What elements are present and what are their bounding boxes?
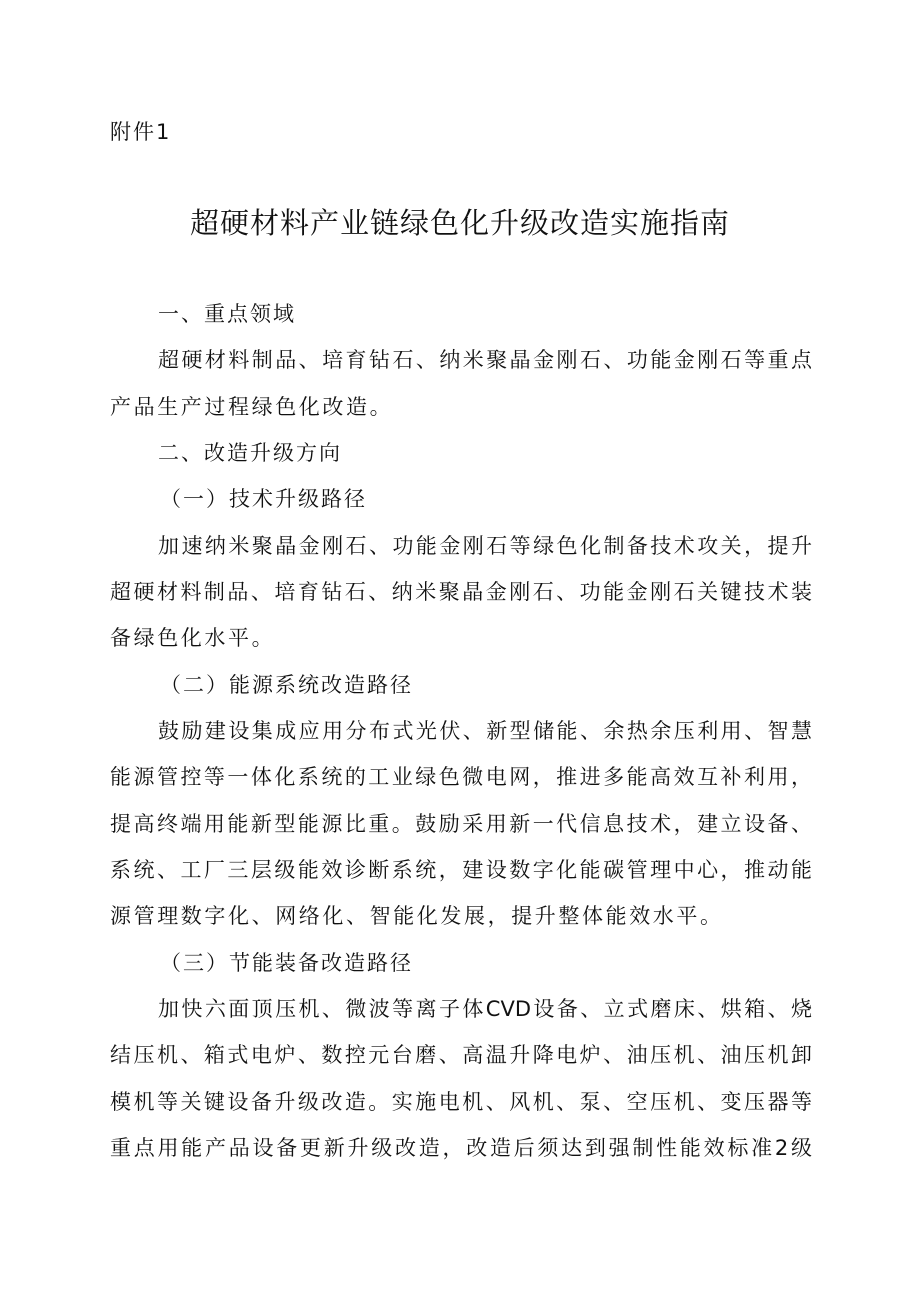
paragraph-line: 鼓励建设集成应用分布式光伏、新型储能、余热余压利用、智慧 <box>158 719 812 743</box>
paragraph-line: 源管理数字化、网络化、智能化发展，提升整体能效水平。 <box>110 904 724 928</box>
paragraph-line: 模机等关键设备升级改造。实施电机、风机、泵、空压机、变压器等 <box>110 1090 812 1114</box>
paragraph-line: 超硬材料制品、培育钻石、纳米聚晶金刚石、功能金刚石等重点 <box>158 348 812 372</box>
paragraph-line: 超硬材料制品、培育钻石、纳米聚晶金刚石、功能金刚石关键技术装 <box>110 580 812 604</box>
subsection-heading-equipment-path: （三）节能装备改造路径 <box>160 951 413 975</box>
paragraph-line: 能源管控等一体化系统的工业绿色微电网，推进多能高效互补利用， <box>110 765 812 789</box>
section-heading-upgrade-direction: 二、改造升级方向 <box>158 441 342 465</box>
document-title: 超硬材料产业链绿色化升级改造实施指南 <box>189 206 730 240</box>
attachment-label: 附件1 <box>110 120 172 144</box>
section-heading-key-areas: 一、重点领域 <box>158 302 296 326</box>
subsection-heading-tech-path: （一）技术升级路径 <box>160 487 367 511</box>
paragraph-line: 产品生产过程绿色化改造。 <box>110 395 394 419</box>
subsection-heading-energy-path: （二）能源系统改造路径 <box>160 673 413 697</box>
paragraph-line: 提高终端用能新型能源比重。鼓励采用新一代信息技术，建立设备、 <box>110 812 812 836</box>
paragraph-line: 加速纳米聚晶金刚石、功能金刚石等绿色化制备技术攻关，提升 <box>158 534 812 558</box>
paragraph-line: 加快六面顶压机、微波等离子体CVD设备、立式磨床、烘箱、烧 <box>158 997 812 1021</box>
paragraph-line: 备绿色化水平。 <box>110 626 276 650</box>
paragraph-line: 结压机、箱式电炉、数控元台磨、高温升降电炉、油压机、油压机卸 <box>110 1043 812 1067</box>
paragraph-line: 系统、工厂三层级能效诊断系统，建设数字化能碳管理中心，推动能 <box>110 858 812 882</box>
paragraph-line: 重点用能产品设备更新升级改造，改造后须达到强制性能效标准2级 <box>110 1136 812 1160</box>
